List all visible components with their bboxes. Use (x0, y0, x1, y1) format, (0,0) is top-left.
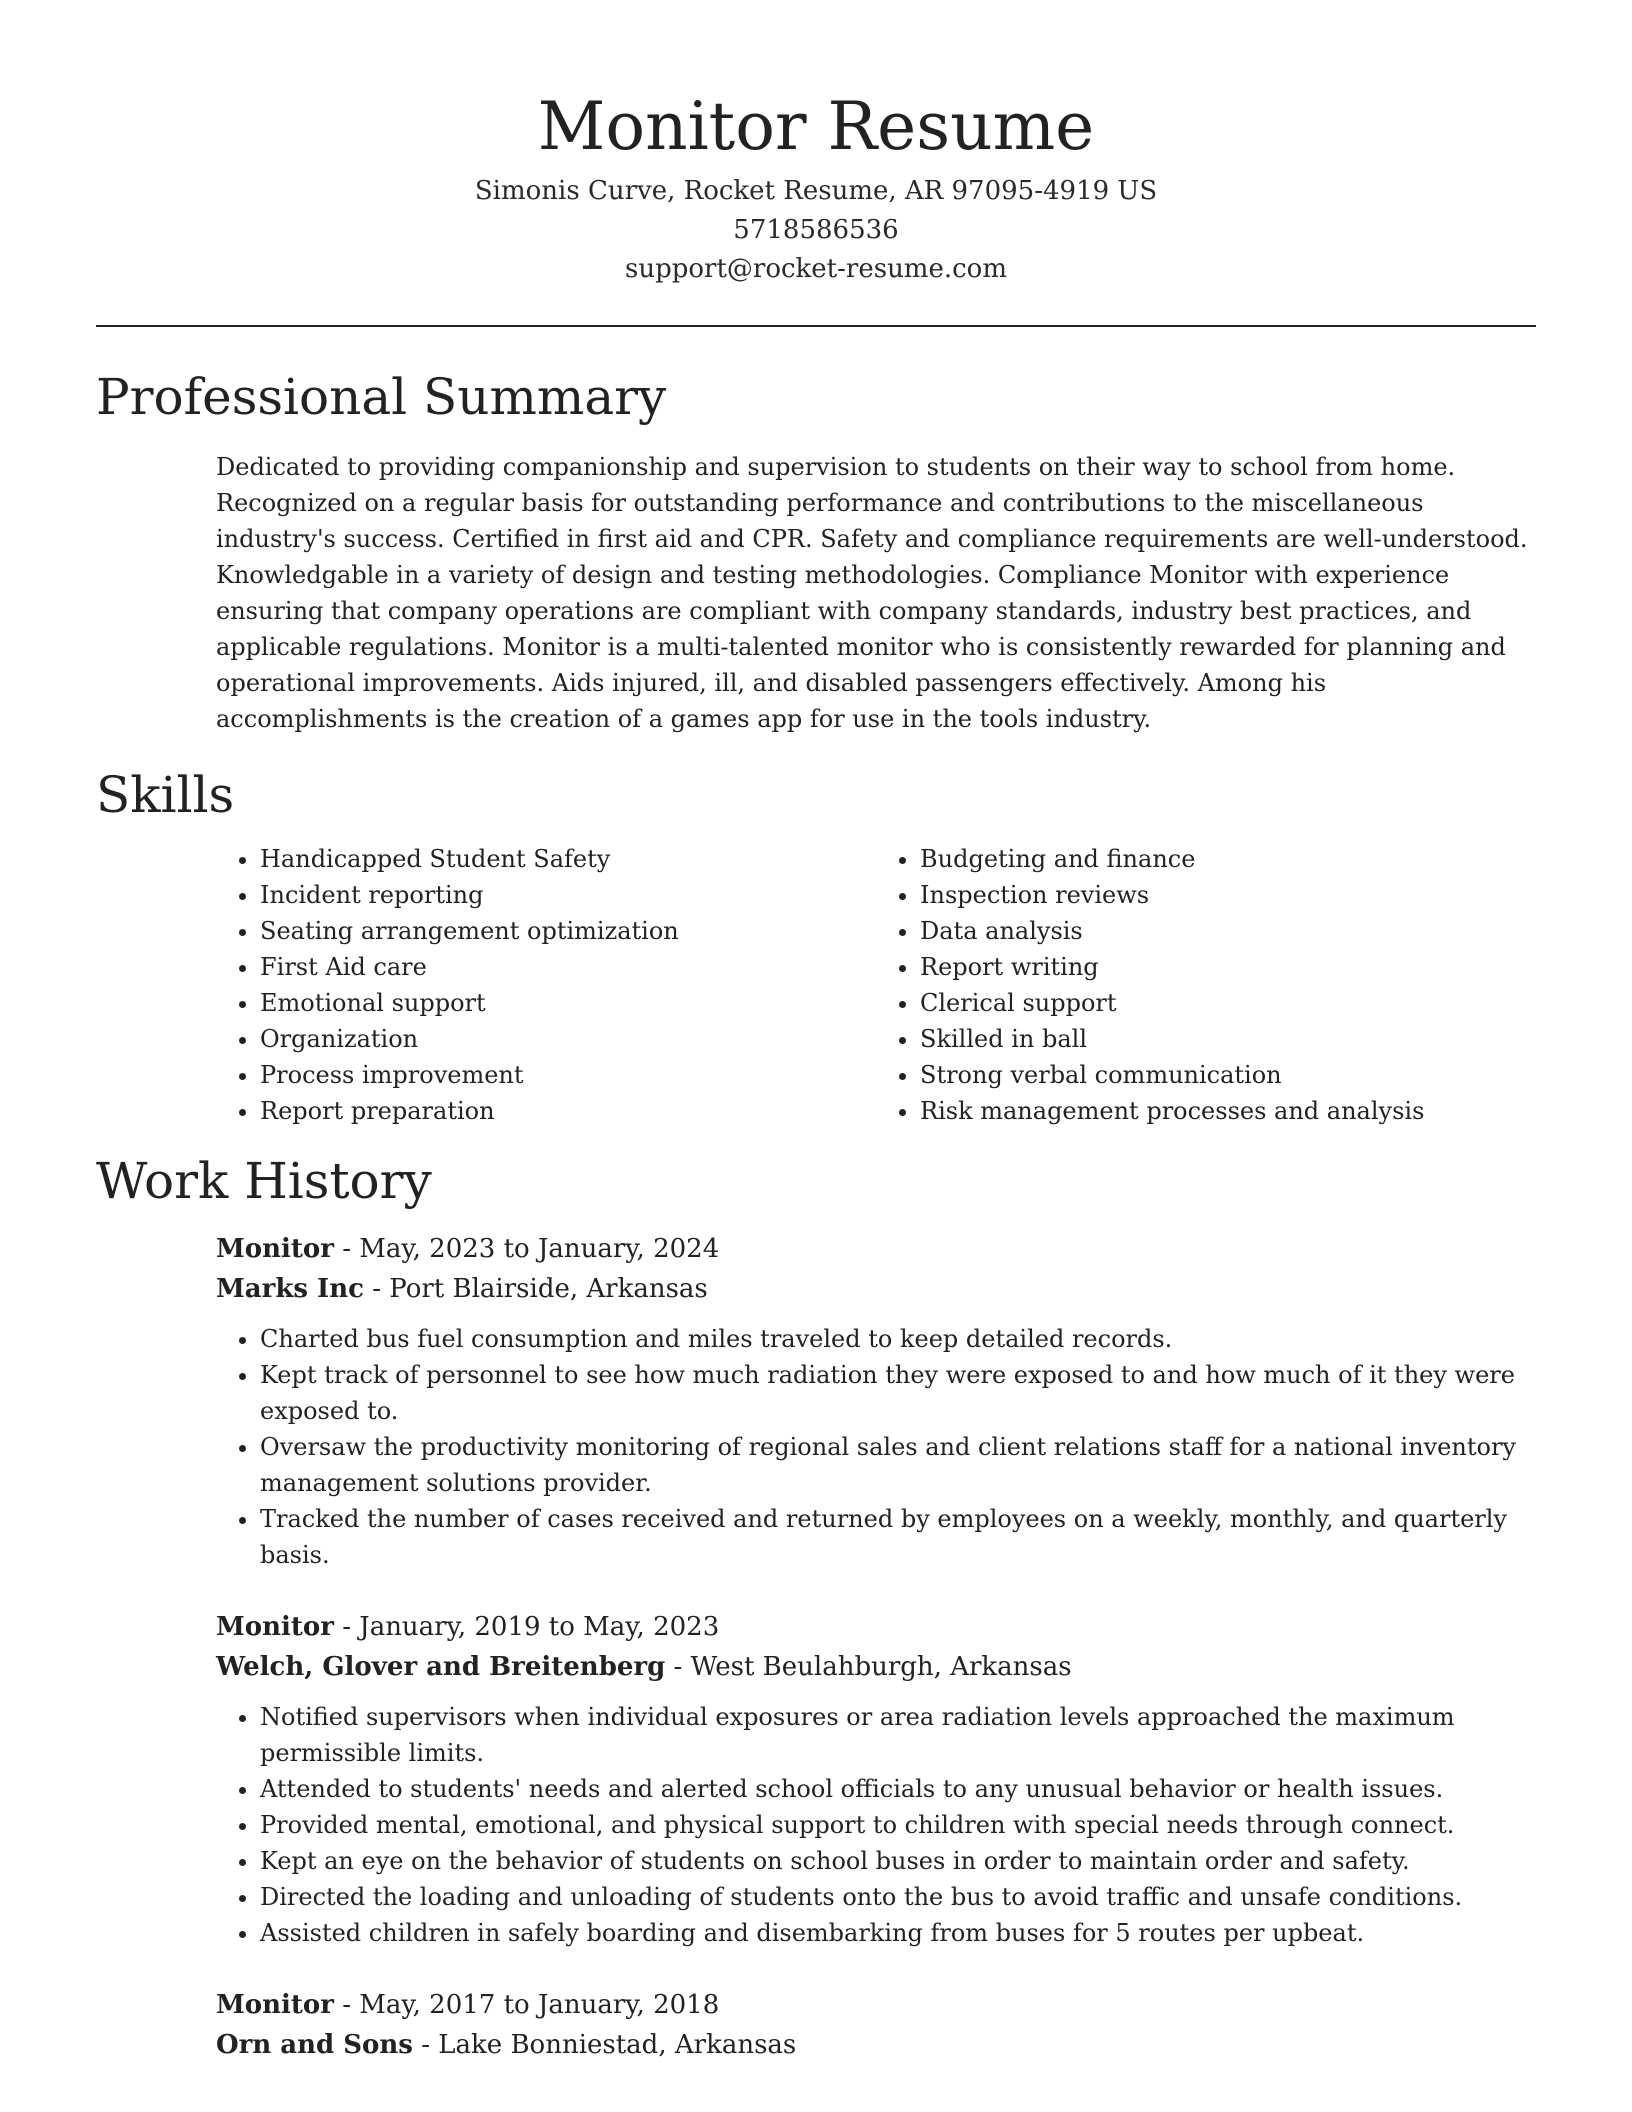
job-dates: - May, 2023 to January, 2024 (333, 1234, 720, 1264)
skill-item: • Risk management processes and analysis (920, 1093, 1536, 1129)
job-bullet: • Charted bus fuel consumption and miles traveled to keep detailed records. (260, 1321, 1536, 1357)
skills-column-right (876, 841, 1536, 1129)
summary-paragraph: Dedicated to providing companionship and supervision to students on their way to school from home. Recognized on a regular basis for outstanding performance and contributions to the miscellaneous industry's success. Certified in first aid and CPR. Safety and compliance requirements are well-understood. Knowledgable in a variety of design and testing methodologies. Compliance Monitor with experience ensuring that company operations are compliant with company standards, industry best practices, and applicable regulations. Monitor is a multi-talented monitor who is consistently rewarded for planning and operational improvements. Aids injured, ill, and disabled passengers effectively. Among his accomplishments is the creation of a games app for use in the tools industry. (216, 453, 1528, 733)
skill-item: • Strong verbal communication (920, 1057, 1536, 1093)
job-company: Welch, Glover and Breitenberg (216, 1652, 666, 1682)
skill-item: • Incident reporting (260, 877, 876, 913)
resume-page (96, 0, 1536, 2065)
job-company-line (216, 1269, 1536, 1309)
skills-list (216, 841, 1536, 1129)
job-bullet: • Directed the loading and unloading of students onto the bus to avoid traffic and unsafe conditions. (260, 1879, 1536, 1915)
skills-column-left (216, 841, 876, 1129)
job-role: Monitor (216, 1990, 334, 2020)
skill-item: • First Aid care (260, 949, 876, 985)
skill-item: • Skilled in ball (920, 1021, 1536, 1057)
job-location: - West Beulahburgh, Arkansas (665, 1652, 1072, 1682)
skill-item: • Report preparation (260, 1093, 876, 1129)
job-bullet: • Oversaw the productivity monitoring of regional sales and client relations staff for a national inventory management solutions provider. (260, 1429, 1536, 1501)
skills-heading: Skills (96, 766, 235, 824)
job-entry (216, 1229, 1536, 1573)
job-company-line (216, 1647, 1536, 1687)
skill-item: • Data analysis (920, 913, 1536, 949)
skill-item: • Organization (260, 1021, 876, 1057)
job-location: - Lake Bonniestad, Arkansas (412, 2030, 797, 2060)
job-role: Monitor (216, 1234, 334, 1264)
job-dates: - May, 2017 to January, 2018 (333, 1990, 720, 2020)
skill-item: • Emotional support (260, 985, 876, 1021)
resume-header (96, 0, 1536, 289)
job-bullet-list (216, 1699, 1536, 1951)
job-bullet: • Provided mental, emotional, and physical support to children with special needs through connect. (260, 1807, 1536, 1843)
job-title-line (216, 1607, 1536, 1647)
job-company-line (216, 2025, 1536, 2065)
job-location: - Port Blairside, Arkansas (363, 1274, 708, 1304)
job-bullet-list (216, 1321, 1536, 1573)
page-title: Monitor Resume (537, 88, 1095, 165)
job-title-line (216, 1229, 1536, 1269)
job-company: Marks Inc (216, 1274, 364, 1304)
skill-item: • Seating arrangement optimization (260, 913, 876, 949)
job-bullet: • Notified supervisors when individual exposures or area radiation levels approached the maximum permissible limits. (260, 1699, 1536, 1771)
contact-address: Simonis Curve, Rocket Resume, AR 97095-4919 US (474, 176, 1158, 206)
job-bullet: • Kept track of personnel to see how much radiation they were exposed to and how much of it they were exposed to. (260, 1357, 1536, 1429)
job-company: Orn and Sons (216, 2030, 413, 2060)
skill-item: • Clerical support (920, 985, 1536, 1021)
skill-item: • Inspection reviews (920, 877, 1536, 913)
skill-item: • Process improvement (260, 1057, 876, 1093)
contact-phone: 5718586536 (733, 215, 899, 245)
job-dates: - January, 2019 to May, 2023 (333, 1612, 720, 1642)
skill-item: • Handicapped Student Safety (260, 841, 876, 877)
job-entry (216, 1985, 1536, 2065)
header-divider (96, 325, 1536, 327)
job-title-line (216, 1985, 1536, 2025)
job-bullet: • Tracked the number of cases received and returned by employees on a weekly, monthly, and quarterly basis. (260, 1501, 1536, 1573)
job-entry (216, 1607, 1536, 1951)
work-history-heading: Work History (96, 1152, 432, 1210)
job-bullet: • Assisted children in safely boarding and disembarking from buses for 5 routes per upbeat. (260, 1915, 1536, 1951)
job-role: Monitor (216, 1612, 334, 1642)
summary-heading: Professional Summary (96, 368, 667, 426)
job-bullet: • Kept an eye on the behavior of students on school buses in order to maintain order and safety. (260, 1843, 1536, 1879)
job-bullet: • Attended to students' needs and alerted school officials to any unusual behavior or health issues. (260, 1771, 1536, 1807)
contact-email: support@rocket-resume.com (624, 254, 1007, 284)
skill-item: • Report writing (920, 949, 1536, 985)
skill-item: • Budgeting and finance (920, 841, 1536, 877)
